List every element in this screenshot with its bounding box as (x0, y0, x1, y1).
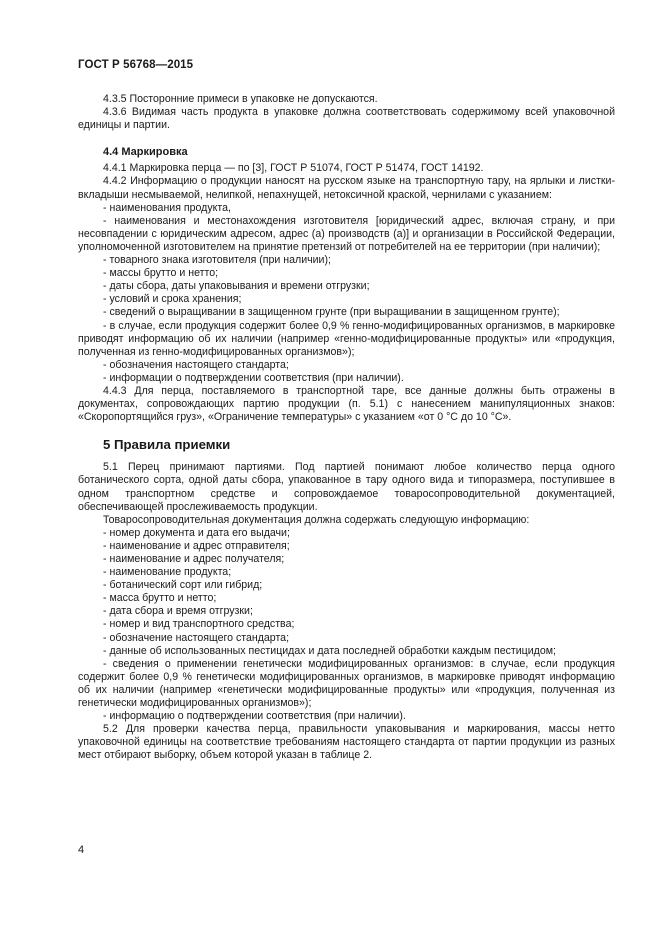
section-heading-4-4: 4.4 Маркировка (103, 146, 188, 159)
paragraph-5-2: 5.2 Для проверки качества перца, правильности упаковывания и маркирования, массы нетто упаковочной единицы на соответствие требованиям настоящего стандарта от партии продукции из разных мест отбирают выборку, объем которой указан в таблице 2. (78, 723, 615, 762)
list-item: - информацию о подтверждении соответствия (при наличии). (103, 710, 406, 723)
list-item: - номер и вид транспортного средства; (103, 618, 295, 631)
paragraph-4-4-1: 4.4.1 Маркировка перца — по [3], ГОСТ Р 51074, ГОСТ Р 51474, ГОСТ 14192. (103, 162, 484, 175)
paragraph-5-1: 5.1 Перец принимают партиями. Под партией понимают любое количество перца одного ботанического сорта, одной даты сбора, упакованное в тару одного вида и типоразмера, поступившее в одном транспортном средстве и сопровождаемое товаросопроводительной документацией, обеспечивающей прослеживаемость продукции. (78, 461, 615, 513)
list-item: - наименования продукта, (103, 201, 231, 214)
list-item: - сведения о применении генетически модифицированных организмов: в случае, если продукция содержит более 0,9 % генетически модифицированных организмов, в маркировке приводят информацию об их наличии (например «генетически модифицированные продукты» или «продукция, полученная из генетически модифицированных организмов»); (78, 657, 615, 710)
paragraph-4-4-2: 4.4.2 Информацию о продукции наносят на русском языке на транспортную тару, на ярлыки и листки-вкладыши несмываемой, нелипкой, непахнущей, нетоксичной краской, чернилами с указанием: (78, 175, 615, 201)
standard-header: ГОСТ Р 56768—2015 (78, 59, 194, 71)
paragraph-5-1-documentation: Товаросопроводительная документация должна содержать следующую информацию: (103, 513, 530, 526)
list-item: - наименование и адрес отправителя; (103, 539, 290, 552)
list-item: - обозначения настоящего стандарта; (103, 358, 289, 371)
page-number: 4 (78, 844, 85, 856)
document-body (78, 93, 615, 763)
list-item: - наименования и местонахождения изготовителя [юридический адрес, включая страну, и при несовпадении с юридическим адресом, адрес (а) производств (а)] и организации в Российской Федерации, уполномоченной изготовителем на принятие претензий от потребителей на ее территории (при наличии); (78, 214, 615, 253)
list-item: - наименование продукта; (103, 566, 232, 579)
list-item: - в случае, если продукция содержит более 0,9 % генно-модифицированных организмов, в маркировке приводят информацию об их наличии (например «генно-модифицированные продукты» или «продукция, полученная из генно-модифицированных организмов»); (78, 319, 615, 358)
list-item: - масса брутто и нетто; (103, 592, 217, 605)
paragraph-4-3-6: 4.3.6 Видимая часть продукта в упаковке должна соответствовать содержимому всей упаковочной единицы и партии. (78, 106, 615, 132)
list-item: - сведений о выращивании в защищенном грунте (при выращивании в защищенном грунте); (103, 306, 560, 319)
list-item: - номер документа и дата его выдачи; (103, 526, 290, 539)
list-item: - условий и срока хранения; (103, 293, 242, 306)
paragraph-4-4-3: 4.4.3 Для перца, поставляемого в транспортной таре, все данные должны быть отражены в документах, сопровождающих партию продукции (п. 5.1) с нанесением манипуляционных знаков: «Скоропортящийся груз», «Ограничение температуры» с указанием «от 0 °С до 10 °С». (78, 384, 615, 424)
paragraph-4-3-5: 4.3.5 Посторонние примеси в упаковке не допускаются. (103, 93, 378, 105)
list-item: - информации о подтверждении соответствия (при наличии). (103, 371, 404, 384)
list-item: - даты сбора, даты упаковывания и времени отгрузки; (103, 280, 370, 293)
list-item: - данные об использованных пестицидах и дата последней обработки каждым пестицидом; (103, 644, 556, 657)
list-item: - дата сбора и время отгрузки; (103, 605, 253, 618)
list-item: - ботанический сорт или гибрид; (103, 579, 263, 592)
list-item: - массы брутто и нетто; (103, 267, 219, 280)
list-item: - наименование и адрес получателя; (103, 553, 285, 565)
section-heading-5: 5 Правила приемки (103, 437, 231, 453)
list-item: - обозначение настоящего стандарта; (103, 631, 290, 644)
list-item: - товарного знака изготовителя (при наличии); (103, 254, 331, 267)
